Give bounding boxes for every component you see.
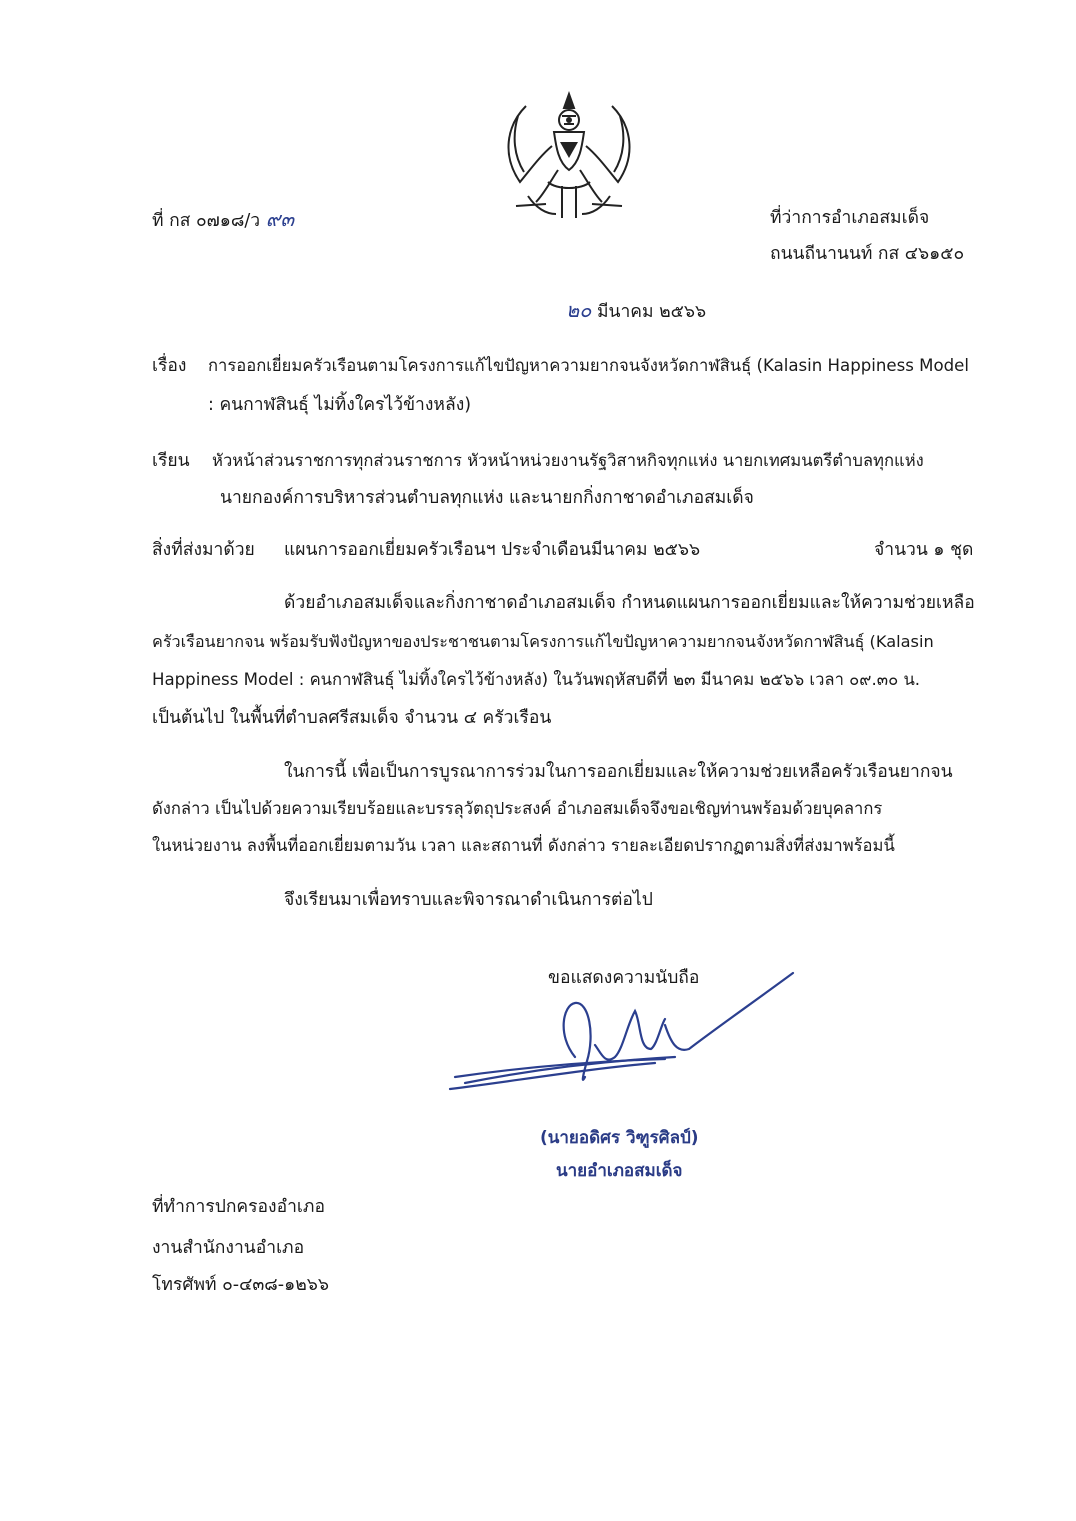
footer-phone: โทรศัพท์ ๐-๔๓๘-๑๒๖๖: [152, 1275, 329, 1295]
handwritten-signature: [445, 965, 805, 1105]
signer-title: นายอำเภอสมเด็จ: [556, 1161, 683, 1181]
footer-department: ที่ทำการปกครองอำเภอ: [152, 1197, 325, 1217]
date-day-handwritten: ๒๐: [566, 298, 592, 322]
paragraph-1-line-2: ครัวเรือนยากจน พร้อมรับฟังปัญหาของประชาชนตามโครงการแก้ไขปัญหาความยากจนจังหวัดกาฬสินธุ์ (Kalasin: [152, 632, 934, 651]
subject-line-1: การออกเยี่ยมครัวเรือนตามโครงการแก้ไขปัญหาความยากจนจังหวัดกาฬสินธุ์ (Kalasin Happiness Model: [208, 356, 969, 375]
paragraph-2-line-2: ดังกล่าว เป็นไปด้วยความเรียบร้อยและบรรลุวัตถุประสงค์ อำเภอสมเด็จจึงขอเชิญท่านพร้อมด้วยบุคลากร: [152, 799, 883, 818]
salutation-line-2: นายกองค์การบริหารส่วนตำบลทุกแห่ง และนายกกิ่งกาชาดอำเภอสมเด็จ: [220, 488, 754, 508]
subject-label: เรื่อง: [152, 356, 187, 376]
paragraph-2-line-1: ในการนี้ เพื่อเป็นการบูรณาการร่วมในการออกเยี่ยมและให้ความช่วยเหลือครัวเรือนยากจน: [284, 762, 953, 782]
reference-number: [152, 207, 294, 233]
letter-date: [566, 298, 706, 324]
salutation-label: เรียน: [152, 451, 190, 471]
office-name: ที่ว่าการอำเภอสมเด็จ: [770, 208, 930, 228]
date-month-year: มีนาคม ๒๕๖๖: [596, 302, 707, 322]
paragraph-1-line-1: ด้วยอำเภอสมเด็จและกิ่งกาชาดอำเภอสมเด็จ กำหนดแผนการออกเยี่ยมและให้ความช่วยเหลือ: [284, 593, 975, 613]
reference-handwritten-number: ๙๓: [265, 207, 295, 231]
paragraph-1-line-3: Happiness Model : คนกาฬสินธุ์ ไม่ทิ้งใครไว้ข้างหลัง) ในวันพฤหัสบดีที่ ๒๓ มีนาคม ๒๕๖๖ เวลา ๐๙.๓๐ น.: [152, 670, 921, 689]
office-address: ถนนถีนานนท์ กส ๔๖๑๕๐: [770, 244, 965, 264]
closing-phrase: ขอแสดงความนับถือ: [548, 968, 700, 988]
paragraph-1-line-4: เป็นต้นไป ในพื้นที่ตำบลศรีสมเด็จ จำนวน ๔ ครัวเรือน: [152, 708, 552, 728]
reference-prefix: ที่ กส ๐๗๑๘/ว: [152, 211, 261, 231]
enclosure-count: จำนวน ๑ ชุด: [874, 540, 974, 560]
signer-name: (นายอดิศร วิฑูรศิลป์): [540, 1128, 699, 1148]
footer-section: งานสำนักงานอำเภอ: [152, 1238, 305, 1258]
salutation-line-1: หัวหน้าส่วนราชการทุกส่วนราชการ หัวหน้าหน่วยงานรัฐวิสาหกิจทุกแห่ง นายกเทศมนตรีตำบลทุกแห่ง: [212, 451, 924, 470]
enclosure-item: แผนการออกเยี่ยมครัวเรือนฯ ประจำเดือนมีนาคม ๒๕๖๖: [284, 540, 701, 560]
paragraph-3: จึงเรียนมาเพื่อทราบและพิจารณาดำเนินการต่อไป: [284, 890, 653, 910]
enclosure-label: สิ่งที่ส่งมาด้วย: [152, 540, 255, 560]
subject-line-2: : คนกาฬสินธุ์ ไม่ทิ้งใครไว้ข้างหลัง): [208, 395, 472, 415]
garuda-emblem: [496, 86, 642, 226]
paragraph-2-line-3: ในหน่วยงาน ลงพื้นที่ออกเยี่ยมตามวัน เวลา และสถานที่ ดังกล่าว รายละเอียดปรากฏตามสิ่งที่ส่งมาพร้อมนี้: [152, 836, 895, 855]
